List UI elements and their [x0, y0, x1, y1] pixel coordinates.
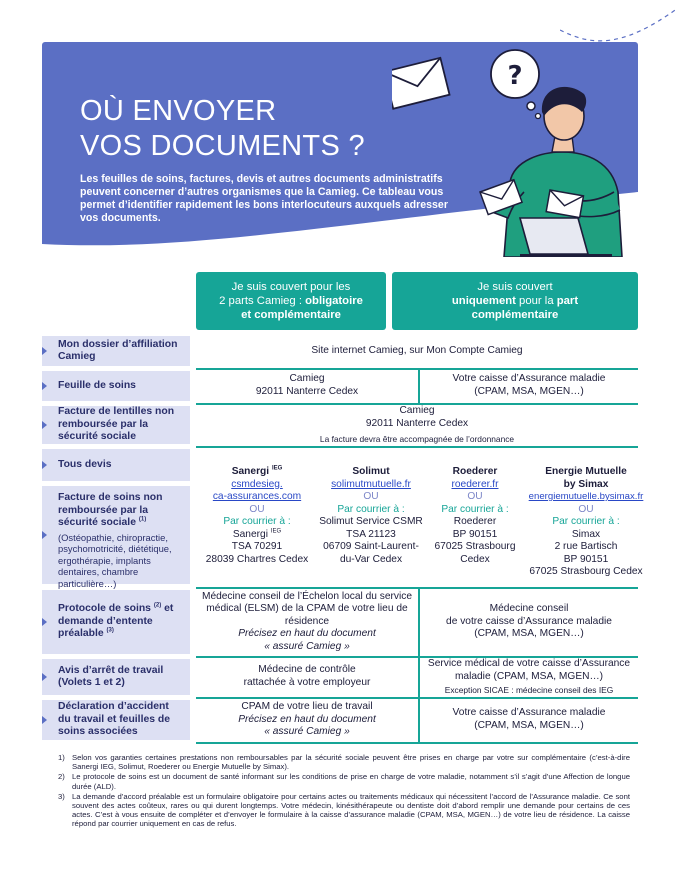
label-text: Facture de lentilles non remboursée par la sécurité sociale — [58, 406, 175, 443]
address-line: Cedex — [460, 553, 490, 565]
dossier-value: Site internet Camieg, sur Mon Compte Camieg — [311, 344, 523, 356]
intro-text: Les feuilles de soins, factures, devis et autres documents administratifs peuvent concerner d’autres organismes que la Camieg. Ce tableau vous permet d’identifier rapidement les bons interlocuteurs auxquels adresser vos documents. — [80, 173, 448, 224]
feuille-right-cell — [420, 370, 638, 402]
org-name-text: Sanergi — [231, 466, 270, 477]
or-separator: OU — [578, 503, 594, 515]
accident-left-l2: Précisez en haut du document — [238, 713, 376, 725]
label-text: Avis d’arrêt de travail (Volets 1 et 2) — [58, 664, 164, 688]
title-line-2: VOS DOCUMENTS ? — [80, 130, 365, 162]
col2-line2-bold-b: part — [556, 295, 579, 307]
label-l2: et demande d’entente préalable — [58, 603, 174, 640]
org-name: Solimut — [352, 466, 390, 477]
envelope-icon — [392, 58, 450, 109]
col2-line1: Je suis couvert — [477, 281, 553, 293]
org-solimut — [312, 466, 430, 566]
footnote-text: Le protocole de soins est un document de santé informant sur les conditions de prise en charge de votre maladie, notamment s’il s’agit d’une Affection de longue durée (ALD). — [72, 772, 630, 791]
protocole-right-l2: de votre caisse d’Assurance maladie — [446, 615, 612, 627]
label-sup1: (2) — [153, 602, 162, 609]
protocole-left-l2: Précisez en haut du document — [238, 628, 376, 640]
solimut-link[interactable]: solimutmutuelle.fr — [331, 478, 411, 490]
org-name-sup: IEG — [271, 465, 283, 472]
courier-label: Par courrier à : — [552, 516, 620, 527]
question-bubble-icon — [491, 50, 541, 119]
address-line: TSA 70291 — [231, 541, 283, 552]
footnote-number: 3) — [58, 791, 65, 801]
feuille-left-l2: 92011 Nanterre Cedex — [255, 386, 359, 397]
accident-left-l3: « assuré Camieg » — [264, 726, 350, 738]
footnote — [58, 753, 630, 771]
protocole-left-l1: Médecine conseil de l’Échelon local du service médical (ELSM) de la CPAM de votre lieu de résidence — [201, 590, 413, 627]
arret-right-note: Exception SICAE : médecine conseil des IEG — [444, 684, 614, 695]
col1-line2: 2 parts Camieg : — [219, 295, 306, 307]
label-text — [58, 603, 184, 641]
address-line: du-Var Cedex — [339, 553, 403, 565]
address-line — [198, 529, 316, 542]
accident-left-l1: CPAM de votre lieu de travail — [241, 701, 373, 713]
person-illustration — [392, 42, 638, 257]
label-text: Mon dossier d’affiliation Camieg — [58, 338, 178, 362]
protocole-left-l3: « assuré Camieg » — [264, 640, 350, 652]
svg-text:?: ? — [507, 61, 523, 91]
col2-line2-bold-a: uniquement — [451, 295, 516, 307]
org-name — [198, 466, 316, 479]
footnote-number: 1) — [58, 753, 65, 762]
accident-right-l1: Votre caisse d’Assurance maladie — [452, 707, 606, 719]
address-line: 06709 Saint-Laurent- — [323, 541, 419, 552]
roederer-link[interactable]: roederer.fr — [451, 478, 499, 490]
address-line: Simax — [571, 528, 601, 540]
feuille-left-l1: Camieg — [289, 373, 325, 385]
feuille-left-cell — [196, 370, 418, 402]
courier-label: Par courrier à : — [223, 516, 291, 527]
feuille-right-l1: Votre caisse d’Assurance maladie — [452, 373, 606, 385]
org-energie-mutuelle — [520, 466, 652, 579]
label-l1: Protocole de soins — [58, 603, 151, 615]
org-roederer — [422, 466, 528, 566]
org-sanergi — [198, 466, 316, 566]
row-label-accident — [42, 700, 190, 740]
address-line: TSA 21123 — [346, 528, 396, 540]
courier-label: Par courrier à : — [337, 503, 405, 515]
sanergi-link-2[interactable]: ca-assurances.com — [212, 491, 302, 502]
address-line: 28039 Chartres Cedex — [205, 553, 309, 565]
column-header-both-parts — [196, 272, 386, 330]
address-line: 67025 Strasbourg Cedex — [529, 566, 643, 577]
or-separator: OU — [467, 491, 483, 502]
row-label-arret — [42, 659, 190, 695]
footnote — [58, 792, 630, 829]
org-name-2: by Simax — [563, 478, 609, 490]
arret-right-l1: Service médical de votre caisse d’Assurance maladie (CPAM, MSA, MGEN…) — [427, 658, 631, 682]
col1-line1: Je suis couvert pour les — [231, 281, 351, 293]
footnote-number: 2) — [58, 772, 65, 782]
protocole-left-cell — [200, 589, 414, 655]
accident-right-cell — [420, 699, 638, 741]
row-label-facture — [42, 486, 190, 589]
protocole-right-l3: (CPAM, MSA, MGEN…) — [474, 628, 584, 640]
address-line: Roederer — [453, 516, 497, 527]
address-name: Sanergi — [232, 528, 268, 540]
row-label-protocole — [42, 590, 190, 654]
address-line: BP 90151 — [452, 528, 498, 540]
sanergi-link[interactable]: csmdesieg. — [231, 478, 283, 490]
footnote — [58, 772, 630, 790]
label-text: Déclaration d’accident du travail et feuilles de soins associées — [58, 701, 171, 738]
title-line-1: OÙ ENVOYER — [80, 95, 277, 127]
lentilles-cell — [196, 405, 638, 445]
lentilles-l2: 92011 Nanterre Cedex — [365, 418, 469, 429]
org-name: Roederer — [452, 466, 498, 477]
feuille-right-l2: (CPAM, MSA, MGEN…) — [474, 386, 584, 397]
row-label-lentilles — [42, 406, 190, 444]
arret-left-l2: rattachée à votre employeur — [243, 677, 371, 688]
or-separator: OU — [363, 491, 379, 502]
or-separator: OU — [249, 503, 265, 515]
row-label-feuille — [42, 371, 190, 401]
footnote-text: Selon vos garanties certaines prestations non remboursables par la sécurité sociale peuvent être prises en charge par votre sur complémentaire (c’est-à-dire Sanergi IEG, Solimut, Roederer ou Energie Mutuelle by Simax). — [72, 753, 630, 772]
address-sup: IEG — [270, 528, 282, 535]
footnotes — [58, 753, 630, 830]
arret-left-l1: Médecine de contrôle — [258, 664, 356, 676]
label-sub: (Ostéopathie, chiropractie, psychomotricité, diététique, ergothérapie, implants dentaires, chambre particulière…) — [58, 531, 172, 589]
arret-right-cell — [424, 658, 634, 696]
label-sup: (1) — [138, 516, 147, 523]
arret-left-cell — [196, 658, 418, 696]
address-line: 67025 Strasbourg — [434, 541, 516, 552]
dossier-cell — [196, 336, 638, 366]
protocole-right-l1: Médecine conseil — [489, 603, 569, 615]
grid-line — [196, 742, 638, 744]
row-label-dossier — [42, 336, 190, 366]
protocole-right-cell — [420, 589, 638, 655]
address-line: 2 rue Bartisch — [554, 541, 618, 552]
label-main: Facture de soins non remboursée par la sécurité sociale — [58, 492, 163, 528]
accident-left-cell — [196, 699, 418, 741]
col1-line3: et complémentaire — [241, 309, 341, 321]
row-label-devis — [42, 449, 190, 481]
lentilles-note: La facture devra être accompagnée de l’ordonnance — [319, 433, 515, 444]
courier-label: Par courrier à : — [441, 503, 509, 515]
label-text — [58, 492, 184, 530]
label-text: Feuille de soins — [58, 379, 136, 391]
lentilles-l1: Camieg — [399, 405, 435, 417]
page-title — [80, 94, 365, 164]
address-line: BP 90151 — [563, 553, 609, 565]
footnote-text: La demande d’accord préalable est un formulaire obligatoire pour certains actes ou traitements médicaux qui nécessitent l’accord de l’Assurance maladie. Ce sont souvent des actes coûteux, rares ou qui durent longtemps. Votre médecin, kinésithérapeute ou dentiste doit d’abord remplir une demande pour certains de ces actes. C’est à vous ensuite de compléter et d’envoyer le formulaire à la caisse d’assurance maladie (CPAM, MSA, MGEN…) de votre lieu de résidence. La caisse répond par courrier uniquement en cas de refus. — [72, 791, 630, 829]
col2-line3: complémentaire — [471, 309, 559, 321]
col1-line2-bold: obligatoire — [305, 295, 363, 307]
energie-link[interactable]: energiemutuelle.bysimax.fr — [528, 491, 644, 502]
grid-line — [196, 446, 638, 448]
label-sup2: (3) — [106, 627, 114, 634]
label-text: Tous devis — [58, 458, 112, 470]
hero-banner — [42, 42, 638, 257]
col2-line2: pour la — [515, 295, 557, 307]
address-line: Solimut Service CSMR — [319, 516, 423, 527]
accident-right-l2: (CPAM, MSA, MGEN…) — [474, 720, 584, 731]
org-name: Energie Mutuelle — [545, 466, 627, 477]
column-header-complementary — [392, 272, 638, 330]
